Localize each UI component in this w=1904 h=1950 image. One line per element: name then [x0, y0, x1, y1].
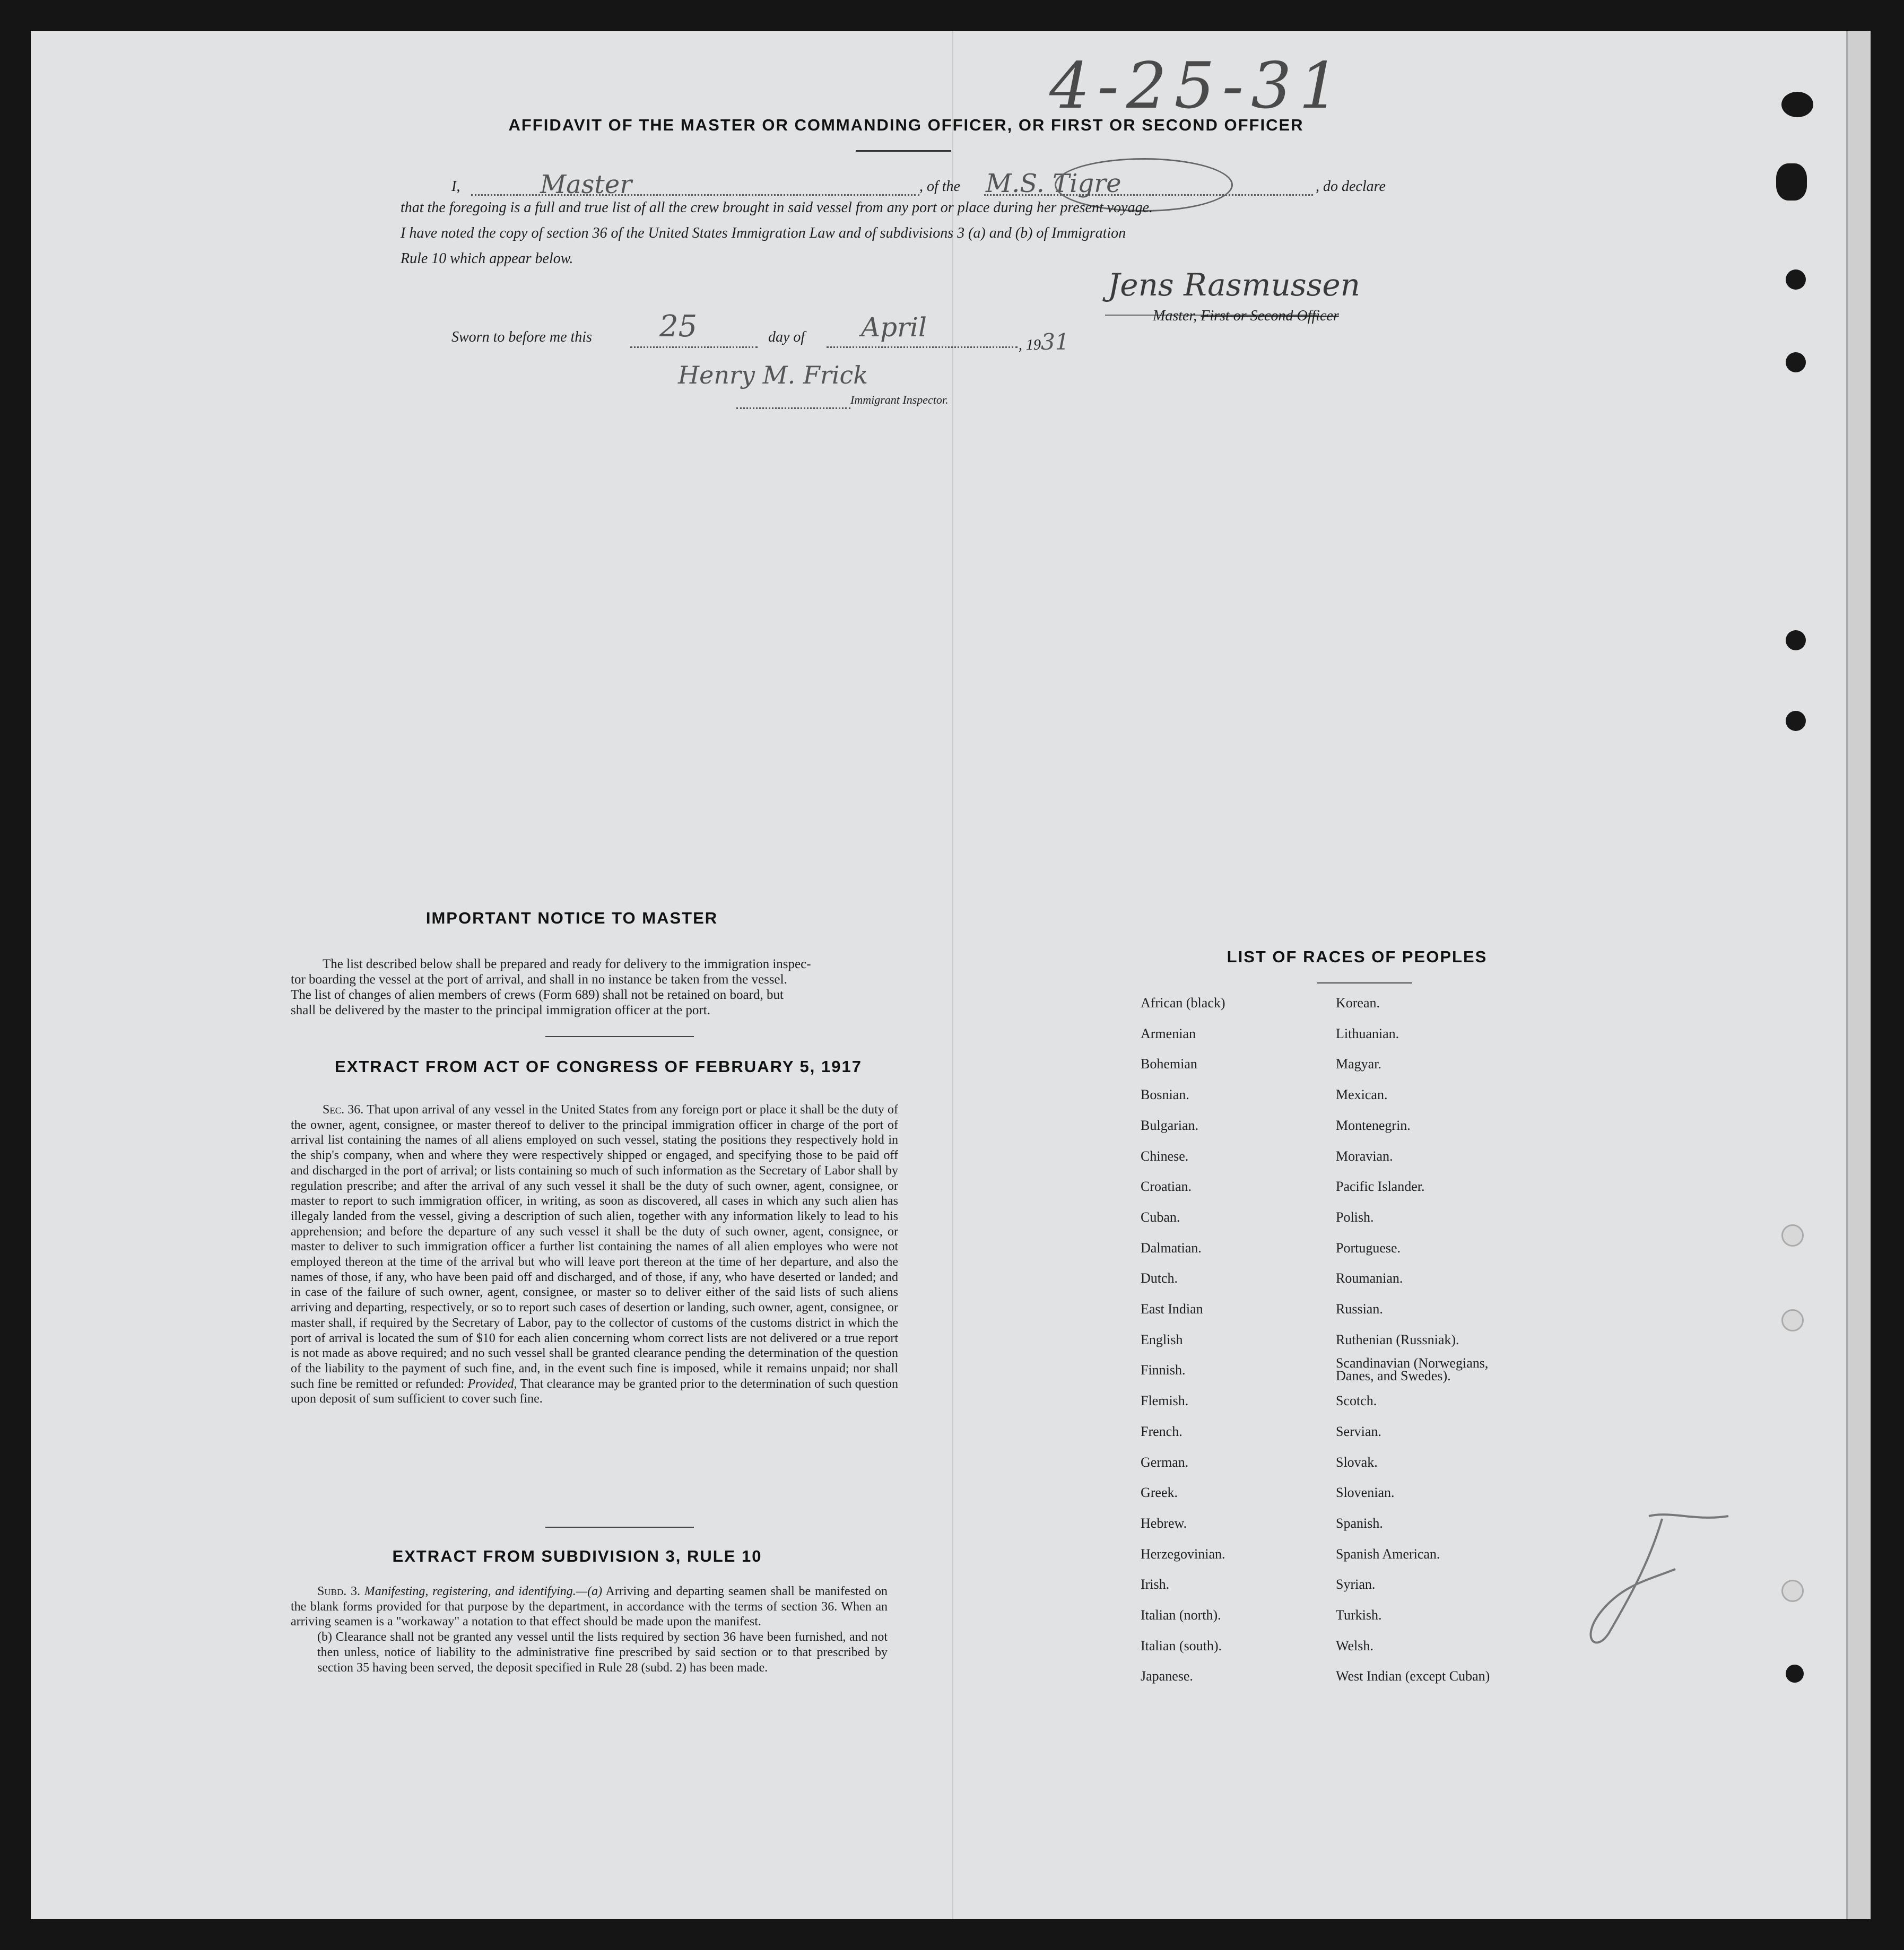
punch-hole [1781, 92, 1813, 117]
race-item: Spanish. [1336, 1515, 1383, 1531]
punch-hole [1786, 630, 1806, 650]
race-item: Hebrew. [1141, 1515, 1187, 1531]
race-item: Roumanian. [1336, 1270, 1403, 1286]
signature-role [1153, 308, 1339, 325]
inspector-label: Immigrant Inspector. [850, 393, 949, 406]
races-title: LIST OF RACES OF PEOPLES [1227, 947, 1488, 966]
divider [545, 1527, 694, 1528]
sworn-day-handwriting: 25 [659, 309, 698, 344]
race-item: Servian. [1336, 1423, 1381, 1439]
notice-line-2: tor boarding the vessel at the port of arrival, and shall in no instance be taken from the vessel. [291, 972, 787, 987]
race-item: Spanish American. [1336, 1546, 1440, 1562]
affidavit-title: AFFIDAVIT OF THE MASTER OR COMMANDING OFFICER, OR FIRST OR SECOND OFFICER [508, 116, 1304, 134]
act-tail: That clearance may be granted prior to the determination of such question upon deposit of sum sufficient to cover such fine. [291, 1377, 898, 1406]
race-item: Mexican. [1336, 1087, 1388, 1103]
punch-hole [1781, 1309, 1804, 1331]
rule-text [291, 1584, 888, 1675]
race-item: Magyar. [1336, 1056, 1381, 1072]
act-text [291, 1102, 898, 1407]
race-item: Slovenian. [1336, 1485, 1395, 1501]
punch-hole [1786, 269, 1806, 290]
race-item: Bosnian. [1141, 1087, 1189, 1103]
race-item: Irish. [1141, 1577, 1170, 1592]
race-item: Syrian. [1336, 1577, 1376, 1592]
race-item: Greek. [1141, 1485, 1178, 1501]
inspector-field [736, 402, 850, 409]
race-item: Pacific Islander. [1336, 1179, 1425, 1195]
race-item: Italian (south). [1141, 1638, 1222, 1653]
race-item: East Indian [1141, 1301, 1203, 1317]
race-item: Flemish. [1141, 1393, 1189, 1409]
handwritten-date: 4-25-31 [1049, 49, 1347, 123]
race-item: Russian. [1336, 1301, 1383, 1317]
affidavit-line-3: Rule 10 which appear below. [401, 250, 573, 267]
act-provided: Provided, [467, 1377, 517, 1391]
master-field [471, 189, 919, 196]
notice-line-4: shall be delivered by the master to the principal immigration officer at the port. [291, 1003, 710, 1017]
race-item: Chinese. [1141, 1148, 1189, 1164]
act-sec: Sec. 36. [323, 1103, 364, 1117]
notice-text [291, 956, 906, 1018]
page-fold [952, 31, 953, 1919]
document-page [31, 31, 1871, 1919]
sworn-month-handwriting: April [861, 312, 927, 343]
race-item: Italian (north). [1141, 1607, 1221, 1623]
race-item: Finnish. [1141, 1362, 1186, 1378]
race-item: Herzegovinian. [1141, 1546, 1225, 1562]
punch-hole [1781, 1224, 1804, 1247]
affidavit-line-1: that the foregoing is a full and true list of all the crew brought in said vessel from any port or place during her present voyage. [401, 199, 1153, 216]
inspector-signature: Henry M. Frick [678, 361, 868, 389]
page-edge [1846, 31, 1871, 1919]
race-item: Lithuanian. [1336, 1025, 1399, 1041]
rule-title: EXTRACT FROM SUBDIVISION 3, RULE 10 [392, 1547, 762, 1565]
race-item: Turkish. [1336, 1607, 1382, 1623]
handwritten-mark [1569, 1505, 1744, 1665]
notice-line-3: The list of changes of alien members of crews (Form 689) shall not be retained on board, but [291, 988, 784, 1002]
race-item: Bohemian [1141, 1056, 1197, 1072]
notice-title: IMPORTANT NOTICE TO MASTER [425, 909, 718, 927]
race-item: Portuguese. [1336, 1240, 1401, 1256]
race-item: Scotch. [1336, 1393, 1377, 1409]
notice-line-1: The list described below shall be prepared and ready for delivery to the immigration inspec- [323, 957, 811, 971]
race-item: Polish. [1336, 1209, 1374, 1225]
race-item: Dutch. [1141, 1270, 1178, 1286]
divider [1317, 982, 1412, 983]
race-item: Dalmatian. [1141, 1240, 1202, 1256]
race-item: Japanese. [1141, 1668, 1193, 1684]
punch-hole [1786, 1665, 1804, 1683]
rule-subd: Subd. 3. [317, 1585, 360, 1598]
race-item: Ruthenian (Russniak). [1336, 1331, 1459, 1347]
divider [856, 150, 951, 152]
race-item: Welsh. [1336, 1638, 1373, 1653]
punch-hole [1786, 711, 1806, 731]
race-item: Slovak. [1336, 1454, 1378, 1470]
race-item: Moravian. [1336, 1148, 1393, 1164]
master-signature: Jens Rasmussen [1108, 267, 1361, 303]
rule-subd-title: Manifesting, registering, and identifying.—(a) [364, 1585, 603, 1598]
year-handwriting: 31 [1041, 329, 1070, 355]
sworn-label: Sworn to before me this [451, 329, 592, 345]
affidavit-do-declare: , do declare [1316, 178, 1386, 195]
act-body: That upon arrival of any vessel in the United States from any foreign port or place it shall be the duty of the owner, agent, consignee, or master thereof to deliver to the principal immigration officer in charge of the port of arrival list containing the names of all aliens employed on such vessel, stating the positions they respectively hold in the ship's company, when and where they were respectively shipped or engaged, and specifying those to be paid off and discharged in the port of arrival; or lists containing so much of such information as the Secretary of Labor shall by regulation prescribe; and after the arrival of any such vessel it shall be the duty of such owner, agent, consignee, or master to report to such immigration officer, in writing, as soon as discovered, all cases in which any such alien has illegaly landed from the vessel, giving a description of such alien, together with any information likely to lead to his apprehension; and before the departure of any such vessel it shall be the duty of such owner, agent, consignee, or master to deliver to such immigration officer a further list containing the names of all alien employes who were not employed thereon at the time of the arrival but who will leave port thereon at the time of her departure, and also the names of those, if any, who have been paid off and discharged, and of those, if any, who have deserted or landed; and in case of the failure of such owner, agent, consignee, or master so to deliver either of the said lists of such aliens arriving and departing, respectively, or so to report such cases of desertion or landing, such owner, agent, consignee, or master shall, if required by the Secretary of Labor, pay to the collector of customs of the customs district in which the port of arrival is located the sum of $10 for each alien concerning whom correct lists are not delivered or a true report is not made as above required; and no such vessel shall be granted clearance pending the determination of the question of the liability to the payment of such fine, and, in the event such fine is imposed, while it remains unpaid; nor shall such fine be remitted or refunded: [291, 1103, 898, 1391]
race-item: Croatian. [1141, 1179, 1192, 1195]
vessel-handwriting: M.S. Tigre [986, 169, 1121, 198]
sworn-year [1019, 329, 1069, 355]
rule-a: Arriving and departing seamen shall be manifested on the blank forms provided for that purpose by the department, in accordance with the terms of section 36. When an arriving seamen is a "workaway" a notation to that effect should be made upon the manifest. [291, 1585, 888, 1629]
race-item: German. [1141, 1454, 1189, 1470]
race-item: Armenian [1141, 1025, 1196, 1041]
affidavit-i: I, [451, 178, 460, 195]
affidavit-line-2: I have noted the copy of section 36 of the United States Immigration Law and of subdivisions 3 (a) and (b) of Immigration [401, 225, 1126, 241]
race-item: Scandinavian (Norwegians, Danes, and Swedes). [1336, 1355, 1489, 1384]
affidavit-of-the: , of the [919, 178, 960, 195]
year-prefix: , 19 [1019, 337, 1041, 353]
race-item: Cuban. [1141, 1209, 1180, 1225]
punch-hole [1776, 163, 1807, 201]
race-item: West Indian (except Cuban) [1336, 1668, 1490, 1684]
race-item: Montenegrin. [1336, 1117, 1411, 1133]
master-handwriting: Master [540, 170, 632, 199]
race-item: Bulgarian. [1141, 1117, 1199, 1133]
punch-hole [1781, 1580, 1804, 1602]
race-item: Korean. [1336, 995, 1380, 1011]
day-of-label: day of [768, 329, 805, 345]
punch-hole [1786, 352, 1806, 372]
role-struck: First or Second Officer [1201, 308, 1339, 324]
act-title: EXTRACT FROM ACT OF CONGRESS OF FEBRUARY 5, 1917 [335, 1057, 862, 1076]
divider [545, 1036, 694, 1037]
role-master: Master, [1153, 308, 1201, 324]
rule-b: (b) Clearance shall not be granted any vessel until the lists required by section 36 have been furnished, and not then unless, notice of liability to the administrative fine prescribed by said section or to that prescribed by section 35 having been served, the deposit specified in Rule 28 (subd. 2) has been made. [317, 1630, 888, 1675]
race-item: French. [1141, 1423, 1183, 1439]
race-item: English [1141, 1331, 1183, 1347]
race-item: African (black) [1141, 995, 1225, 1011]
